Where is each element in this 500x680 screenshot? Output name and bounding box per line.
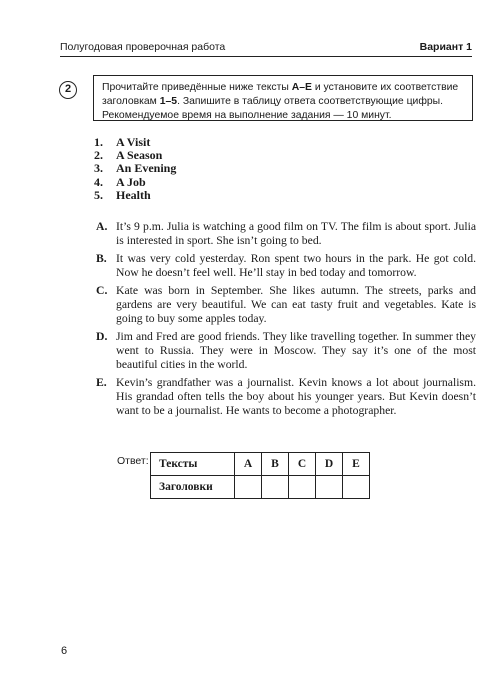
text-paragraph-a — [96, 220, 476, 248]
answer-row-head: Заголовки — [151, 476, 235, 499]
answer-column-header: A — [235, 453, 262, 476]
instruction-box — [93, 75, 473, 121]
heading-item — [94, 189, 176, 202]
text-body: Jim and Fred are good friends. They like travelling together. In summer they went to Russia. They were in Moscow. They say it’s one of the most beautiful cities in the world. — [116, 330, 476, 371]
instruction-text-2: и установите их соответствие заголовкам — [102, 82, 459, 107]
heading-text: An Evening — [116, 161, 177, 176]
text-paragraph-c — [96, 284, 476, 326]
answer-cell[interactable] — [316, 476, 343, 499]
heading-text: Health — [116, 187, 151, 202]
heading-text: A Job — [116, 174, 146, 189]
text-body: Kate was born in September. She likes autumn. The streets, parks and gardens are very beautiful. We can eat tasty fruit and vegetables. Kate is going to buy some apples today. — [116, 284, 476, 325]
instruction-bold-1: А–Е — [291, 82, 312, 93]
text-paragraph-e — [96, 376, 476, 418]
answer-cell[interactable] — [235, 476, 262, 499]
text-letter: E. — [96, 376, 107, 389]
answer-column-header: C — [289, 453, 316, 476]
task-number-badge: 2 — [59, 81, 77, 99]
heading-text: A Season — [116, 148, 163, 163]
heading-number: 5. — [94, 187, 103, 202]
text-paragraph-b — [96, 252, 476, 280]
text-letter: D. — [96, 330, 108, 343]
text-letter: A. — [96, 220, 108, 233]
header-title: Полугодовая проверочная работа — [60, 41, 226, 53]
instruction-bold-2: 1–5 — [159, 96, 178, 107]
answer-row-head: Тексты — [151, 453, 235, 476]
answer-column-header: B — [262, 453, 289, 476]
text-body: It’s 9 p.m. Julia is watching a good film on TV. The film is about sport. Julia is interested in sport. She isn’t going to bed. — [116, 220, 476, 247]
text-body: It was very cold yesterday. Ron spent two hours in the park. He got cold. Now he doesn’t feel well. He’ll stay in bed today and tomorrow. — [116, 252, 476, 279]
header-variant: Вариант 1 — [419, 41, 472, 53]
answer-cell[interactable] — [262, 476, 289, 499]
page-number: 6 — [61, 645, 68, 657]
answer-cell[interactable] — [289, 476, 316, 499]
text-letter: B. — [96, 252, 107, 265]
answer-row-headings — [151, 476, 370, 499]
text-paragraph-d — [96, 330, 476, 372]
texts-section — [96, 220, 476, 422]
page-header — [60, 38, 472, 57]
answer-row-texts — [151, 453, 370, 476]
heading-number: 2. — [94, 148, 103, 163]
answer-table — [150, 452, 370, 499]
instruction-text-3: . Запишите в таблицу ответа соответствующие цифры. Рекомендуемое время на выполнение задания — 10 минут. — [102, 96, 444, 121]
instruction-text-1: Прочитайте приведённые ниже тексты — [102, 82, 292, 93]
heading-number: 3. — [94, 161, 103, 176]
answer-cell[interactable] — [343, 476, 370, 499]
text-body: Kevin’s grandfather was a journalist. Kevin knows a lot about journalism. His grandad often tells the boy about his younger years. But Kevin doesn’t want to be a journalist. He wants to become a photographer. — [116, 376, 476, 417]
heading-number: 4. — [94, 174, 103, 189]
heading-text: A Visit — [116, 135, 151, 149]
text-letter: C. — [96, 284, 108, 297]
answer-column-header: E — [343, 453, 370, 476]
answer-label: Ответ: — [117, 455, 149, 467]
headings-list — [94, 136, 176, 202]
answer-column-header: D — [316, 453, 343, 476]
heading-number: 1. — [94, 135, 103, 149]
